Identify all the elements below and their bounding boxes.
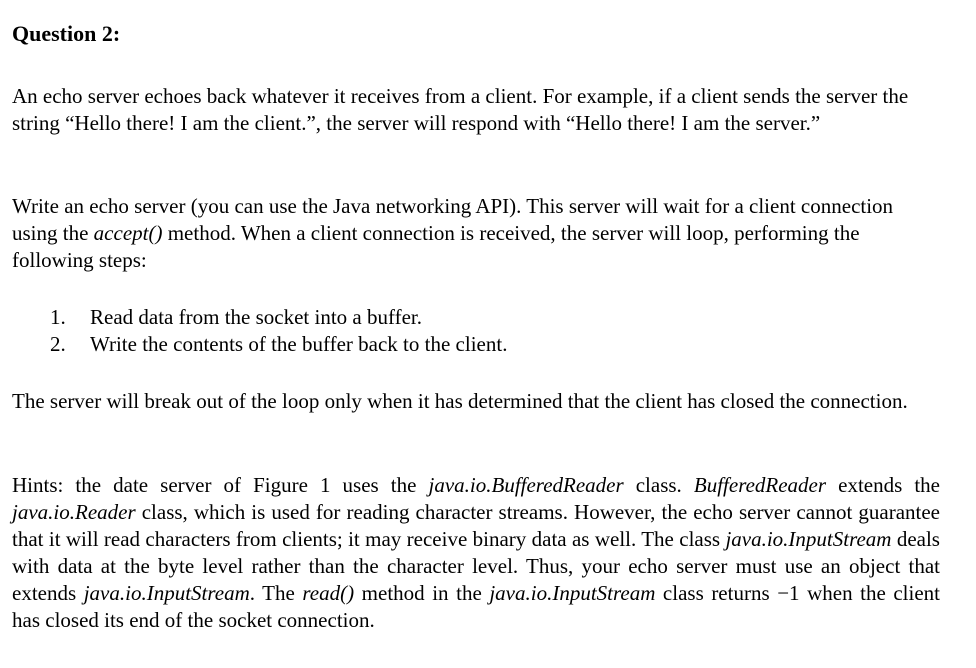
task-text-start: Write an echo server (you can use the Java networking API). This server will wait for a client connection using the: [12, 194, 894, 245]
hints-text-4: class, which is used for reading character streams. However, the echo server cannot guarantee that it will read characters from clients; it may receive binary data as well. The class: [12, 500, 940, 551]
paragraph-loop-exit: The server will break out of the loop only when it has determined that the client has closed the connection.: [12, 389, 908, 413]
task-text-end: method. When a client connection is received, the server will loop, performing the following steps:: [12, 221, 860, 272]
paragraph-echo-description: An echo server echoes back whatever it receives from a client. For example, if a client sends the server the string “Hello there! I am the client.”, the server will respond with “Hello there! I am the server.”: [12, 84, 909, 135]
hints-text-2: class.: [623, 473, 694, 497]
steps-list: [50, 304, 507, 358]
paragraph-hints: [12, 472, 940, 634]
paragraph-task: [12, 193, 940, 274]
list-item-number: 2.: [50, 332, 66, 356]
list-item: [50, 331, 507, 358]
list-item-text: Write the contents of the buffer back to the client.: [90, 332, 508, 356]
hints-text-3: extends the: [826, 473, 940, 497]
read-method-name: read(): [302, 581, 355, 605]
list-item-text: Read data from the socket into a buffer.: [90, 305, 423, 329]
class-name-inputstream: java.io.InputStream: [83, 581, 250, 605]
hints-text-1: Hints: the date server of Figure 1 uses the: [12, 473, 429, 497]
hints-text-7: method in the: [354, 581, 490, 605]
class-name-reader: java.io.Reader: [12, 500, 136, 524]
class-name-bufferedreader-full: java.io.BufferedReader: [428, 473, 624, 497]
class-name-inputstream: java.io.InputStream: [489, 581, 656, 605]
question-heading: Question 2:: [12, 21, 121, 46]
accept-method-name: accept(): [93, 221, 163, 245]
class-name-inputstream: java.io.InputStream: [725, 527, 892, 551]
list-item-number: 1.: [50, 305, 66, 329]
class-name-bufferedreader: BufferedReader: [693, 473, 827, 497]
hints-text-5: deals with data at the byte level rather than the character level. Thus, your echo server must use an object that extends: [12, 527, 940, 605]
hints-text-8: class returns −1 when the client has closed its end of the socket connection.: [12, 581, 941, 632]
list-item: [50, 304, 507, 331]
hints-text-6: . The: [249, 581, 303, 605]
